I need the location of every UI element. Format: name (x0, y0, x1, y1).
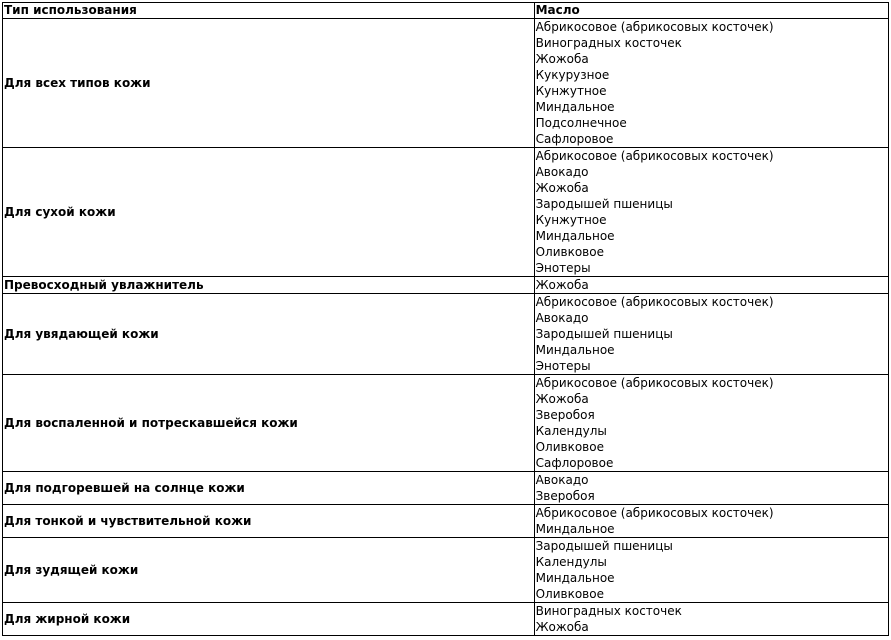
oil-item: Сафлоровое (535, 456, 614, 470)
usage-type-cell: Для воспаленной и потрескавшейся кожи (3, 375, 535, 472)
oil-item: Абрикосовое (абрикосовых косточек) (535, 506, 774, 520)
table-row (3, 603, 889, 636)
oil-item: Зародышей пшеницы (535, 539, 673, 553)
usage-type-cell: Для тонкой и чувствительной кожи (3, 505, 535, 538)
oil-item: Абрикосовое (абрикосовых косточек) (535, 149, 774, 163)
oil-item: Авокадо (535, 473, 589, 487)
oil-item: Абрикосовое (абрикосовых косточек) (535, 376, 774, 390)
oil-item: Виноградных косточек (535, 36, 682, 50)
oil-list-cell (534, 277, 888, 294)
table-row (3, 19, 889, 148)
oil-item: Жожоба (535, 52, 589, 66)
table-row (3, 505, 889, 538)
header-usage-type: Тип использования (3, 3, 535, 19)
oil-item: Зародышей пшеницы (535, 197, 673, 211)
oil-list-cell (534, 603, 888, 636)
oil-item: Сафлоровое (535, 132, 614, 146)
oil-item: Миндальное (535, 343, 615, 357)
table-row (3, 294, 889, 375)
oil-item: Абрикосовое (абрикосовых косточек) (535, 295, 774, 309)
oils-table (2, 2, 889, 636)
table-row (3, 472, 889, 505)
oil-item: Оливковое (535, 245, 604, 259)
oil-item: Энотеры (535, 261, 591, 275)
oil-list-cell (534, 375, 888, 472)
oil-item: Оливковое (535, 587, 604, 601)
table-row (3, 538, 889, 603)
oil-item: Виноградных косточек (535, 604, 682, 618)
usage-type-cell: Превосходный увлажнитель (3, 277, 535, 294)
oil-item: Зародышей пшеницы (535, 327, 673, 341)
usage-type-cell: Для всех типов кожи (3, 19, 535, 148)
oil-list-cell (534, 294, 888, 375)
oil-item: Кунжутное (535, 84, 607, 98)
usage-type-cell: Для сухой кожи (3, 148, 535, 277)
oil-item: Авокадо (535, 311, 589, 325)
oil-item: Энотеры (535, 359, 591, 373)
table-row (3, 148, 889, 277)
table-row (3, 277, 889, 294)
oil-item: Абрикосовое (абрикосовых косточек) (535, 20, 774, 34)
oil-item: Жожоба (535, 620, 589, 634)
oil-item: Зверобоя (535, 489, 595, 503)
usage-type-cell: Для увядающей кожи (3, 294, 535, 375)
oil-item: Авокадо (535, 165, 589, 179)
oil-item: Оливковое (535, 440, 604, 454)
oil-item: Миндальное (535, 100, 615, 114)
oil-list-cell (534, 472, 888, 505)
table-row (3, 375, 889, 472)
oil-item: Календулы (535, 424, 607, 438)
oil-item: Жожоба (535, 392, 589, 406)
oil-item: Миндальное (535, 571, 615, 585)
oil-list-cell (534, 505, 888, 538)
oil-item: Миндальное (535, 229, 615, 243)
oil-item: Миндальное (535, 522, 615, 536)
oil-item: Календулы (535, 555, 607, 569)
usage-type-cell: Для жирной кожи (3, 603, 535, 636)
oil-list-cell (534, 538, 888, 603)
table-header-row (3, 3, 889, 19)
oil-item: Жожоба (535, 278, 589, 292)
usage-type-cell: Для подгоревшей на солнце кожи (3, 472, 535, 505)
oil-item: Подсолнечное (535, 116, 627, 130)
usage-type-cell: Для зудящей кожи (3, 538, 535, 603)
oil-item: Кунжутное (535, 213, 607, 227)
oil-item: Кукурузное (535, 68, 610, 82)
header-oil: Масло (534, 3, 888, 19)
oil-list-cell (534, 148, 888, 277)
oil-item: Жожоба (535, 181, 589, 195)
oil-item: Зверобоя (535, 408, 595, 422)
oils-table-body (3, 3, 889, 636)
oil-list-cell (534, 19, 888, 148)
